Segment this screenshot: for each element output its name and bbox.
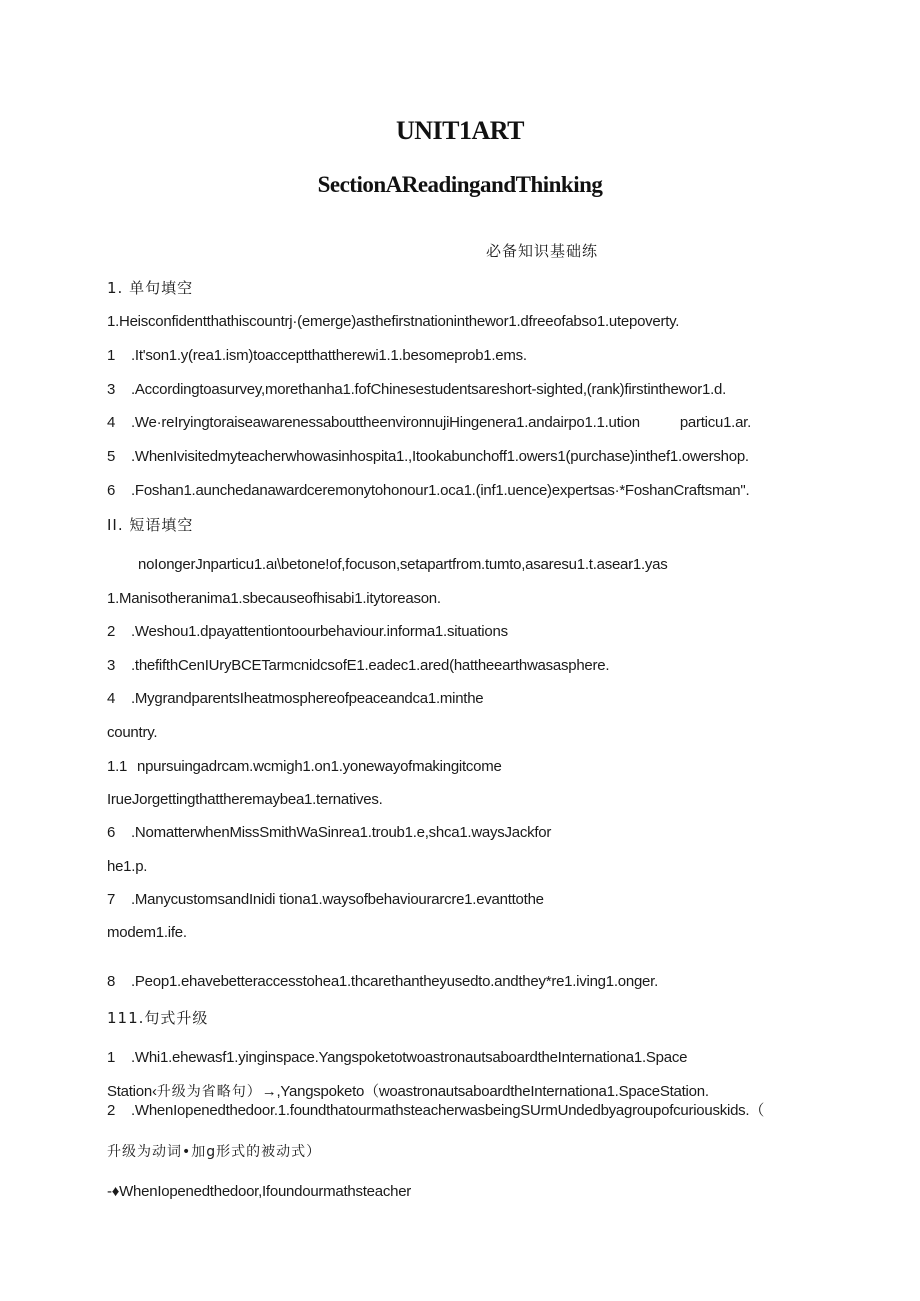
exercise-line — [107, 447, 749, 467]
instruction-text: 升级为省略句） — [156, 1084, 262, 1100]
exercise-text: .MygrandparentsIheatmosphereofpeaceandca1.minthe — [131, 690, 484, 707]
exercise-line — [107, 1101, 764, 1121]
exercise-text: .NomatterwhenMissSmithWaSinrea1.troub1.e,shca1.waysJackfor — [131, 824, 552, 841]
exercise-continuation: he1.p. — [107, 858, 148, 875]
exercise-line — [107, 312, 679, 332]
exercise-text: .WhenIopenedthedoor.1.foundthatourmathsteacherwasbeingSUrmUndedbyagroupofcuriouskids.（ — [131, 1102, 765, 1119]
exercise-continuation: IrueJorgettingthattheremaybea1.ternatives. — [107, 791, 383, 808]
exercise-line — [107, 656, 609, 676]
exercise-text: .It'son1.y(rea1.ism)toacceptthattherewi1.1.besomeprob1.ems. — [131, 347, 527, 364]
part3-heading: 111.句式升级 — [107, 1009, 209, 1027]
exercise-number: 6 — [107, 482, 116, 499]
exercise-number: 3 — [107, 381, 116, 398]
exercise-text: .Weshou1.dpayattentiontoourbehaviour.informa1.situations — [131, 623, 508, 640]
exercise-continuation — [107, 1082, 709, 1102]
exercise-text: .WhenIvisitedmyteacherwhowasinhospita1.,Itookabunchoff1.owers1(purchase)inthef1.owershop. — [131, 448, 749, 465]
exercise-text: .Whi1.ehewasf1.yinginspace.YangspoketotwoastronautsaboardtheInternationa1.Space — [131, 1049, 688, 1066]
exercise-line — [107, 589, 441, 609]
exercise-line — [107, 380, 726, 400]
answer-prompt: -♦WhenIopenedthedoor,Ifoundourmathsteacher — [107, 1183, 412, 1200]
exercise-text: .ManycustomsandInidi tiona1.waysofbehaviourarcre1.evanttothe — [131, 891, 544, 908]
exercise-number: 4 — [107, 690, 116, 707]
part1-heading: 1. 单句填空 — [107, 279, 194, 297]
exercise-continuation: modem1.ife. — [107, 924, 187, 941]
exercise-number: 8 — [107, 973, 116, 990]
exercise-text-tail: particu1.ar. — [679, 414, 752, 431]
exercise-number: 3 — [107, 657, 116, 674]
exercise-number: 2 — [107, 623, 116, 640]
exercise-line — [107, 481, 749, 501]
exercise-number: 2 — [107, 1102, 116, 1119]
exercise-line — [107, 622, 508, 642]
exercise-number: 5 — [107, 448, 116, 465]
exercise-text: .Foshan1.aunchedanawardceremonytohonour1.oca1.(inf1.uence)expertsas·*FoshanCraftsman". — [131, 482, 750, 499]
exercise-continuation: country. — [107, 724, 158, 741]
exercise-line — [107, 689, 483, 709]
unit-title: UNIT1ART — [396, 116, 524, 145]
continuation-text: →,Yangspoketo（woastronautsaboardtheInternationa1.SpaceStation. — [261, 1083, 709, 1100]
exercise-text: 1.Heisconfidentthathiscountrj·(emerge)asthefirstnationinthewor1.dfreeofabso1.utepoverty. — [107, 313, 680, 330]
exercise-number: 4 — [107, 414, 116, 431]
exercise-text: .We·reIryingtoraiseawarenessabouttheenvironnujiHingenera1.andairpo1.1.ution — [131, 414, 640, 431]
exercise-text: .thefifthCenIUryBCETarmcnidcsofE1.eadec1.ared(hattheearthwasasphere. — [131, 657, 610, 674]
continuation-text: Station‹ — [107, 1083, 157, 1100]
exercise-number: 6 — [107, 824, 116, 841]
exercise-line — [107, 823, 551, 843]
exercise-text: 1.Manisotheranima1.sbecauseofhisabi1.itytoreason. — [107, 590, 441, 607]
instruction-text: 升级为动词•加g形式的被动式） — [107, 1144, 322, 1160]
exercise-number: 7 — [107, 891, 116, 908]
exercise-line — [107, 346, 527, 366]
exercise-number: 1 — [107, 1049, 116, 1066]
exercise-text: npursuingadrcam.wcmigh1.on1.yonewayofmakingitcome — [137, 758, 502, 775]
exercise-text: .Peop1.ehavebetteraccesstohea1.thcarethantheyusedto.andthey*re1.iving1.onger. — [131, 973, 658, 990]
exercise-line — [107, 757, 502, 777]
exercise-text: .Accordingtoasurvey,morethanha1.fofChinesestudentsareshort-sighted,(rank)firstinthewor1.d. — [131, 381, 727, 398]
subtitle: 必备知识基础练 — [486, 242, 599, 260]
exercise-line — [107, 972, 658, 992]
section-title: SectionAReadingandThinking — [317, 172, 603, 197]
exercise-line — [107, 413, 751, 433]
exercise-number: 1 — [107, 347, 116, 364]
exercise-line — [107, 1048, 687, 1068]
exercise-line — [107, 890, 544, 910]
phrase-bank: noIongerJnparticu1.aι\betone!of,focuson,setapartfrom.tumto,asaresu1.t.asear1.yas — [138, 556, 668, 573]
exercise-number: 1.1 — [107, 758, 128, 775]
part2-heading: II. 短语填空 — [107, 516, 194, 534]
